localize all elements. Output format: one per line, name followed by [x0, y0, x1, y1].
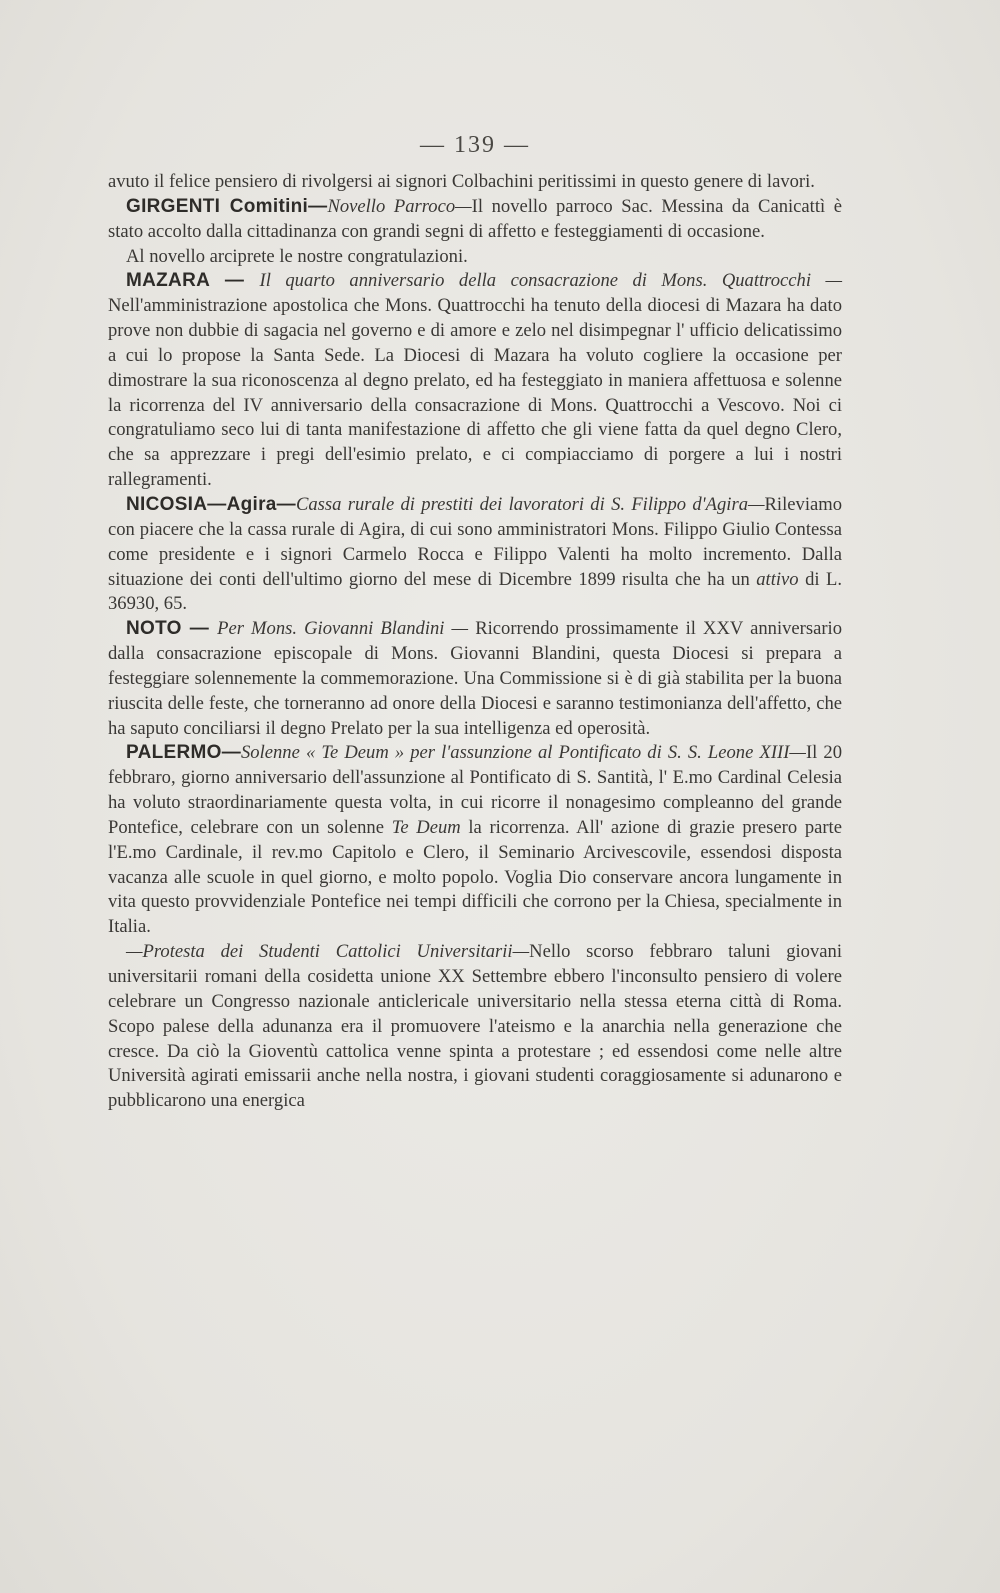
paragraph-girgenti	[108, 195, 842, 245]
item-title: Novello Parroco—	[327, 195, 472, 217]
page-number: — 139 —	[420, 132, 530, 158]
paragraph-text: Il novello parroco Sac. Messina da Canicattì è stato accolto dalla cittadinanza con grandi segni di affetto e festeggiamenti di occasione.	[108, 195, 842, 242]
item-title: Solenne « Te Deum » per l'assunzione al Pontificato di S. S. Leone XIII—	[241, 742, 806, 764]
place-heading: MAZARA —	[126, 270, 260, 292]
paragraph-text: Nell'amministrazione apostolica che Mons. Quattrocchi ha tenuto della diocesi di Mazara ha dato prove non dubbie di sagacia nel governo e di amore e zelo nel disimpegnar l' ufficio delicatissimo a cui lo propose la Santa Sede. La Diocesi di Mazara ha voluto cogliere la occasione per dimostrare la sua riconoscenza al degno prelato, ed ha festeggiato in maniera affettuosa e solenne la ricorrenza del IV anniversario della consacrazione di Mons. Quattrocchi a Vescovo. Noi ci congratuliamo seco lui di tanta manifestazione di affetto che gli viene fatta da quel degno Clero, che sa apprezzare i pregi dell'esimio prelato, e ci compiacciamo di porgere a lui i nostri rallegramenti.	[108, 295, 842, 491]
paragraph-mazara	[108, 269, 842, 493]
paragraph-congratulazioni	[108, 245, 842, 270]
paragraph-text-end: di L. 36930, 65.	[108, 568, 842, 615]
paragraph-noto	[108, 617, 842, 741]
emphasis-text: attivo	[756, 568, 799, 590]
paragraph-text: Ricorrendo prossimamente il XXV anniversario dalla consacrazione episcopale di Mons. Giovanni Blandini, questa Diocesi si prepara a festeggiare solennemente la commemorazione. Una Commissione si è di già stabilita per la buona riuscita delle feste, che torneranno ad onore della Diocesi e saranno testimonianza dell'affetto, che ha saputo conciliarsi il degno Prelato per la sua intelligenza ed operosità.	[108, 618, 842, 739]
article-body	[108, 170, 842, 1114]
place-heading: NICOSIA—Agira—	[126, 493, 296, 515]
item-title: —Protesta dei Studenti Cattolici Universitarii—	[126, 941, 530, 963]
paragraph-text: Al novello arciprete le nostre congratulazioni.	[126, 245, 468, 267]
paragraph-continuation	[108, 170, 842, 195]
paragraph-text: Il 20 febbraro, giorno anniversario dell'assunzione al Pontificato di S. Santità, l' E.mo Cardinal Celesia ha voluto straordinariamente questa volta, in cui ricorre il nonagesimo compleanno del grande Pontefice, celebrare con un solenne	[108, 742, 842, 838]
paragraph-text: Rileviamo con piacere che la cassa rurale di Agira, di cui sono amministratori Mons. Filippo Giulio Contessa come presidente e i signori Carmelo Rocca e Filippo Valenti ha molto incremento. Dalla situazione dei conti dell'ultimo giorno del mese di Dicembre 1899 risulta che ha un	[108, 493, 842, 590]
item-title: Per Mons. Giovanni Blandini —	[217, 618, 476, 640]
item-title: Cassa rurale di prestiti dei lavoratori di S. Filippo d'Agira—	[295, 493, 765, 515]
place-heading: PALERMO—	[126, 742, 241, 764]
place-heading: NOTO —	[126, 618, 218, 640]
paragraph-protesta	[108, 940, 842, 1114]
item-title: Il quarto anniversario della consacrazione di Mons. Quattrocchi —	[259, 270, 843, 292]
paragraph-text: Nello scorso febbraro taluni giovani universitarii romani della cosidetta unione XX Settembre ebbero l'inconsulto pensiero di volere celebrare un Congresso nazionale anticlericale universitario nella stessa eterna città di Roma. Scopo palese della adunanza era il promuovere l'ateismo e la anarchia nella generazione che cresce. Da ciò la Gioventù cattolica venne spinta a protestare ; ed essendosi come nelle altre Università agirati emissarii anche nella nostra, i giovani studenti coraggiosamente si adunarono e pubblicarono una energica	[108, 941, 842, 1112]
paragraph-palermo	[108, 741, 842, 940]
place-heading: GIRGENTI Comitini—	[126, 195, 328, 217]
paragraph-text: avuto il felice pensiero di rivolgersi ai signori Colbachini peritissimi in questo genere di lavori.	[108, 171, 815, 192]
emphasis-text: Te Deum	[391, 816, 461, 838]
paragraph-nicosia	[108, 493, 842, 617]
paragraph-text-end: la ricorrenza. All' azione di grazie presero parte l'E.mo Cardinale, il rev.mo Capitolo e Clero, il Seminario Arcivescovile, essendosi disposta vacanza alle scuole in quel giorno, e molto popolo. Voglia Dio conservare ancora lungamente in vita questo provvidenziale Pontefice nei tempi difficili che corrono per la Chiesa, specialmente in Italia.	[108, 816, 842, 938]
